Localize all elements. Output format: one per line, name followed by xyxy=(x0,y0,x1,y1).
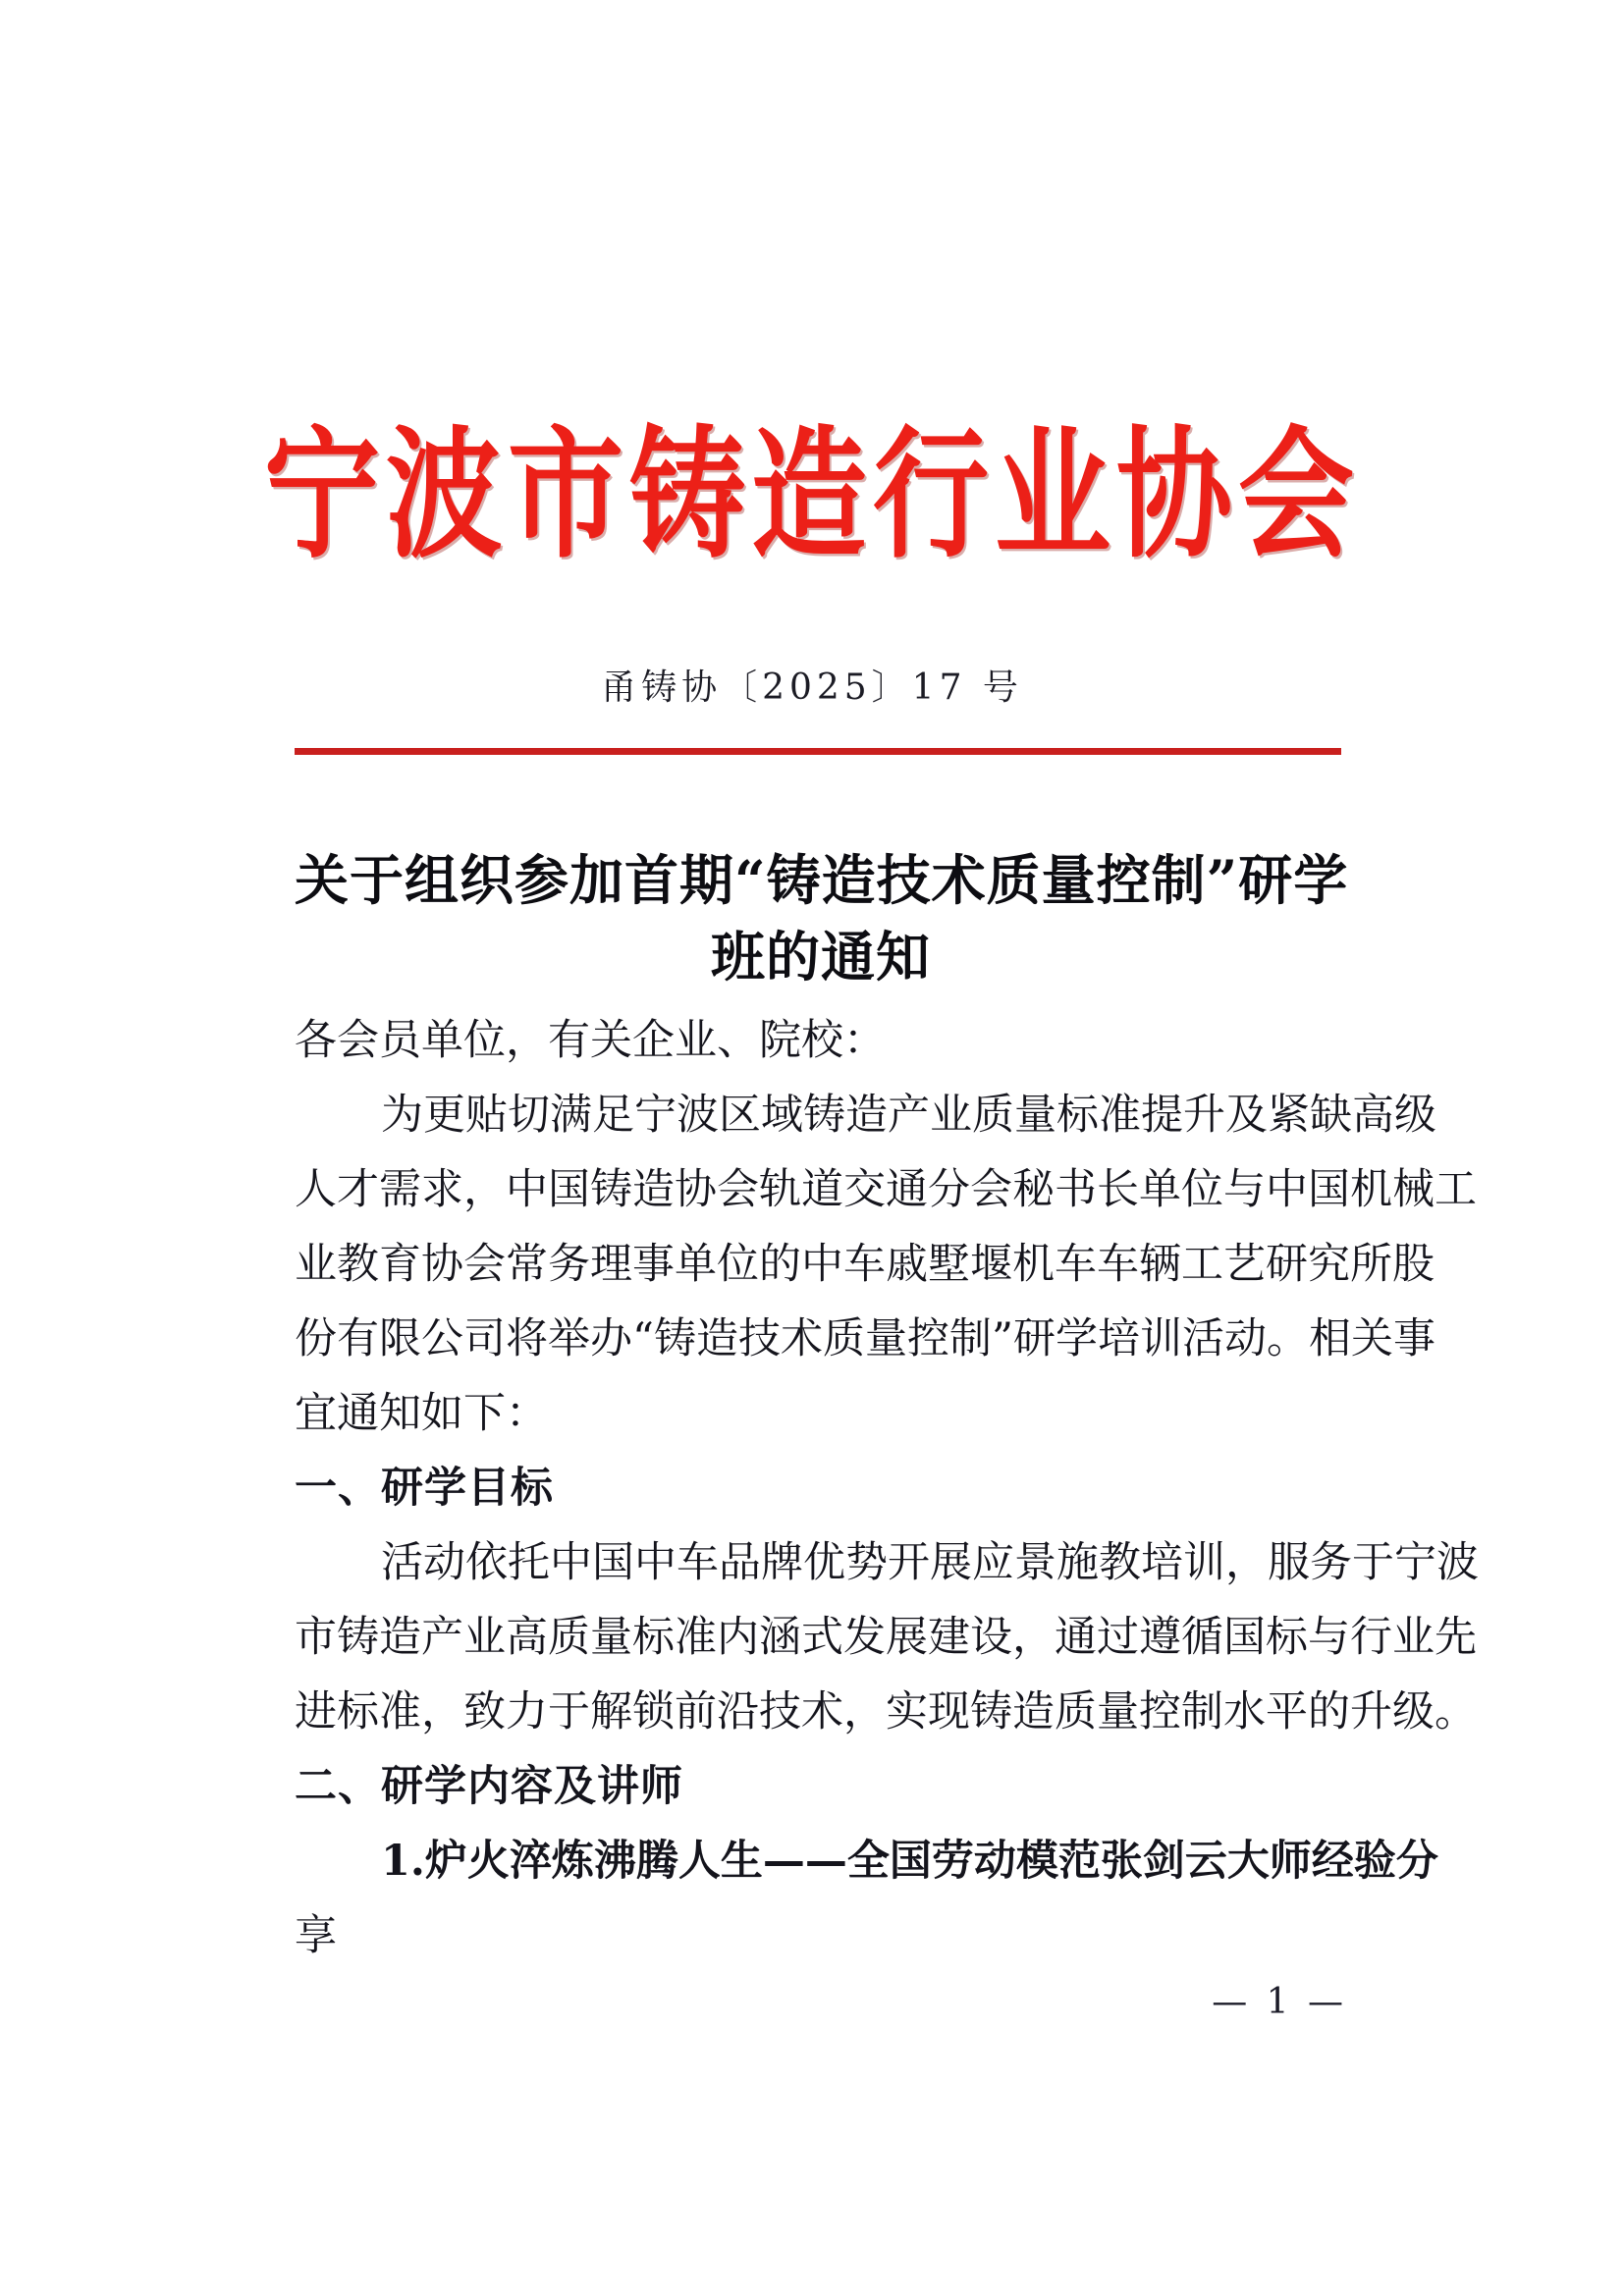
intro-line-1: 为更贴切满足宁波区域铸造产业质量标准提升及紧缺高级 xyxy=(381,1091,1436,1140)
page-title-line-2: 班的通知 xyxy=(710,925,931,989)
intro-line-4: 份有限公司将举办“铸造技术质量控制”研学培训活动。相关事 xyxy=(295,1314,1435,1363)
red-separator-rule xyxy=(295,748,1341,755)
page-number: — 1 — xyxy=(1212,1982,1347,2022)
page-title-line-1: 关于组织参加首期“铸造技术质量控制”研学 xyxy=(295,848,1349,912)
section-1-line-2: 市铸造产业高质量标准内涵式发展建设，通过遵循国标与行业先 xyxy=(295,1613,1477,1662)
section-heading-2: 二、研学内容及讲师 xyxy=(295,1762,683,1811)
organization-name: 宁波市铸造行业协会 xyxy=(263,410,1360,578)
document-number-row xyxy=(0,666,1624,710)
section-1-line-1: 活动依托中国中车品牌优势开展应景施教培训，服务于宁波 xyxy=(381,1538,1479,1587)
salutation: 各会员单位，有关企业、院校： xyxy=(295,1016,886,1065)
section-2-item-1-line-1: 1.炉火淬炼沸腾人生——全国劳动模范张剑云大师经验分 xyxy=(381,1837,1438,1886)
intro-line-2: 人才需求，中国铸造协会轨道交通分会秘书长单位与中国机械工 xyxy=(295,1165,1477,1214)
section-1-line-3: 进标准，致力于解锁前沿技术，实现铸造质量控制水平的升级。 xyxy=(295,1687,1477,1736)
letterhead xyxy=(0,410,1624,578)
page-title xyxy=(295,842,1347,995)
intro-line-3: 业教育协会常务理事单位的中车戚墅堰机车车辆工艺研究所股 xyxy=(295,1240,1435,1289)
section-heading-1: 一、研学目标 xyxy=(295,1464,554,1513)
intro-line-5: 宜通知如下： xyxy=(295,1389,548,1438)
section-2-item-1-line-2: 享 xyxy=(295,1911,337,1960)
document-body xyxy=(295,1003,1479,1973)
document-number: 甬铸协〔2025〕17 号 xyxy=(601,667,1023,708)
